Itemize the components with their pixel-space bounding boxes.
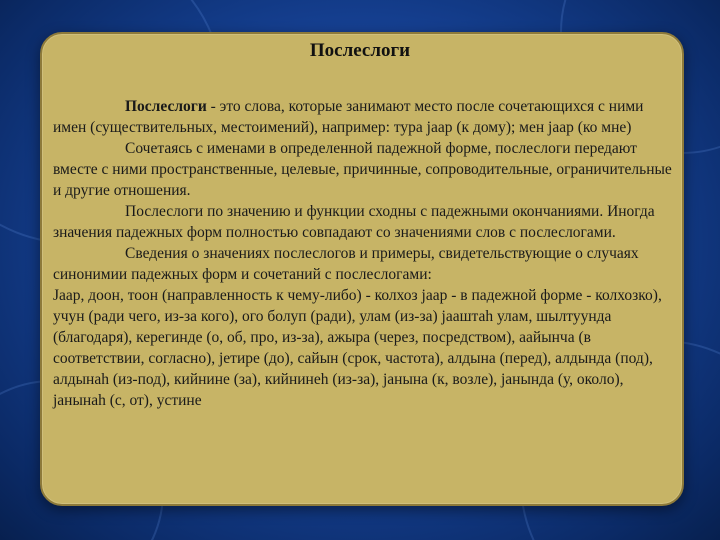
paragraph-relations: Сочетаясь с именами в определенной падежной форме, послеслоги передают вместе с ними пространственные, целевые, причинные, сопроводительные, ограничительные и другие отношения. — [53, 140, 672, 199]
paragraph-similarity: Послеслоги по значению и функции сходны с падежными окончаниями. Иногда значения падежных форм полностью совпадают со значениями слов с послеслогами. — [53, 203, 655, 241]
slide-body — [53, 96, 679, 411]
paragraph-examples: Јаар, доон, тоон (направленность к чему-либо) - колхоз јаар - в падежной форме - колхозко), учун (ради чего, из-за кого), ого болуп (ради), улам (из-за) јааштаһ улам, шылтуунда (благодаря), керегинде (о, об, про, из-за), ажыра (через, посредством), аайынча (в соответствии, согласно), јетире (до), сайын (срок, частота), алдына (перед), алдында (под), алдынаһ (из-под), кийнине (за), кийнинеһ (из-за), јанына (к, возле), јанында (у, около), јанынаһ (с, от), устине — [53, 287, 662, 409]
definition-term: Послеслоги — [125, 98, 207, 115]
paragraph-definition — [53, 96, 679, 138]
slide-title: Послеслоги — [309, 40, 411, 61]
paragraph-information: Сведения о значениях послеслогов и примеры, свидетельствующие о случаях синонимии падежных форм и сочетаний с послеслогами: — [53, 245, 639, 283]
definition-text: - это слова, которые занимают место после сочетающихся с ними имен (существительных, местоимений), например: тура јаар (к дому); мен јаар (ко мне) — [53, 98, 644, 136]
